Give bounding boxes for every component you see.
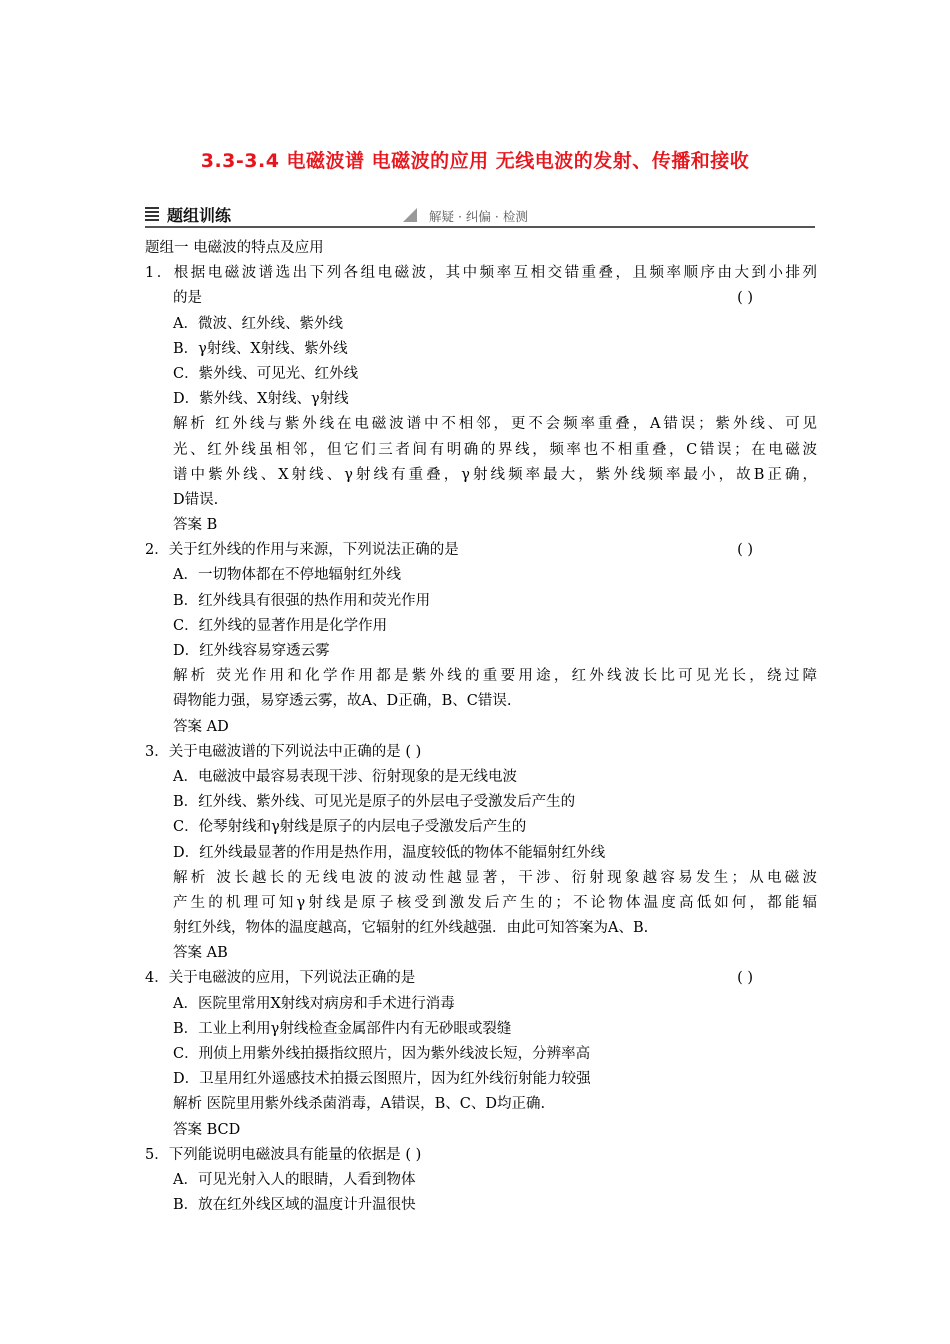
q3-analysis: 产生的机理可知γ射线是原子核受到激发后产生的；不论物体温度高低如何，都能辐 [173,894,817,911]
q5-option-b: B．放在红外线区域的温度计升温很快 [173,1197,416,1214]
q1-option-a: A．微波、红外线、紫外线 [173,315,343,332]
q5-stem: 5．下列能说明电磁波具有能量的依据是 ( ) [145,1146,422,1163]
q1-stem-tail: 的是 [173,290,202,307]
q2-stem [145,538,817,563]
q3-stem: 3．关于电磁波谱的下列说法中正确的是 ( ) [145,743,422,760]
q3-option-b: B．红外线、紫外线、可见光是原子的外层电子受激发后产生的 [173,794,576,811]
q1-option-d: D．紫外线、X射线、γ射线 [173,391,349,408]
q2-analysis: 碍物能力强，易穿透云雾，故A、D正确，B、C错误. [173,693,512,710]
banner-triangle-icon [403,208,417,222]
q5-option-a: A．可见光射入人的眼睛，人看到物体 [173,1171,416,1188]
q2-analysis: 解析 荧光作用和化学作用都是紫外线的重要用途，红外线波长比可见光长，绕过障 [173,668,817,685]
q1-analysis: 解析 红外线与紫外线在电磁波谱中不相邻，更不会频率重叠，A错误；紫外线、可见 [173,416,817,433]
q4-option-b: B．工业上利用γ射线检查金属部件内有无砂眼或裂缝 [173,1020,512,1037]
q1-option-c: C．紫外线、可见光、红外线 [173,365,359,382]
q4-option-a: A．医院里常用X射线对病房和手术进行消毒 [173,995,455,1012]
q2-option-b: B．红外线具有很强的热作用和荧光作用 [173,592,431,609]
q3-option-d: D．红外线最显著的作用是热作用，温度较低的物体不能辐射红外线 [173,844,606,861]
exercise-content [145,236,817,1218]
page-title: 3.3-3.4 电磁波谱 电磁波的应用 无线电波的发射、传播和接收 [200,150,750,172]
banner-subtitle: 解疑 · 纠偏 · 检测 [429,209,528,224]
q1-answer: 答案 B [173,517,218,534]
q2-option-a: A．一切物体都在不停地辐射红外线 [173,567,401,584]
q3-analysis: 射红外线，物体的温度越高，它辐射的红外线越强．由此可知答案为A、B. [173,920,649,937]
banner-stripes-icon [145,207,159,222]
q3-option-a: A．电磁波中最容易表现干涉、衍射现象的是无线电波 [173,768,517,785]
q3-analysis: 解析 波长越长的无线电波的波动性越显著，干涉、衍射现象越容易发生；从电磁波 [173,869,817,886]
banner-rule [145,226,815,228]
banner-title: 题组训练 [167,206,232,225]
q3-answer: 答案 AB [173,945,228,962]
q1-stem: 1．根据电磁波谱选出下列各组电磁波，其中频率互相交错重叠，且频率顺序由大到小排列 [145,265,817,282]
q2-stem-text: 2．关于红外线的作用与来源，下列说法正确的是 [145,542,459,559]
q4-stem-text: 4．关于电磁波的应用，下列说法正确的是 [145,970,416,987]
q2-option-c: C．红外线的显著作用是化学作用 [173,617,388,634]
section-banner [145,204,815,228]
q1-answer-bracket: ( ) [737,290,753,307]
q4-option-d: D．卫星用红外遥感技术拍摄云图照片，因为红外线衍射能力较强 [173,1071,591,1088]
q4-stem [145,966,817,991]
q1-analysis: D错误. [173,491,219,508]
q2-answer-bracket: ( ) [737,542,753,559]
q1-analysis: 光、红外线虽相邻，但它们三者间有明确的界线，频率也不相重叠，C错误；在电磁波 [173,441,817,458]
q4-answer-bracket: ( ) [737,970,753,987]
q2-answer: 答案 AD [173,718,229,735]
q3-option-c: C．伦琴射线和γ射线是原子的内层电子受激发后产生的 [173,819,527,836]
group-heading: 题组一 电磁波的特点及应用 [145,240,324,256]
q1-option-b: B．γ射线、X射线、紫外线 [173,340,348,357]
q4-answer: 答案 BCD [173,1121,241,1138]
q2-option-d: D．红外线容易穿透云雾 [173,643,330,659]
q1-analysis: 谱中紫外线、X射线、γ射线有重叠，γ射线频率最大，紫外线频率最小，故B正确， [173,466,817,483]
q1-stem-cont [145,286,817,311]
q4-option-c: C．刑侦上用紫外线拍摄指纹照片，因为紫外线波长短，分辨率高 [173,1046,591,1062]
q4-analysis: 解析 医院里用紫外线杀菌消毒，A错误，B、C、D均正确. [173,1096,546,1113]
